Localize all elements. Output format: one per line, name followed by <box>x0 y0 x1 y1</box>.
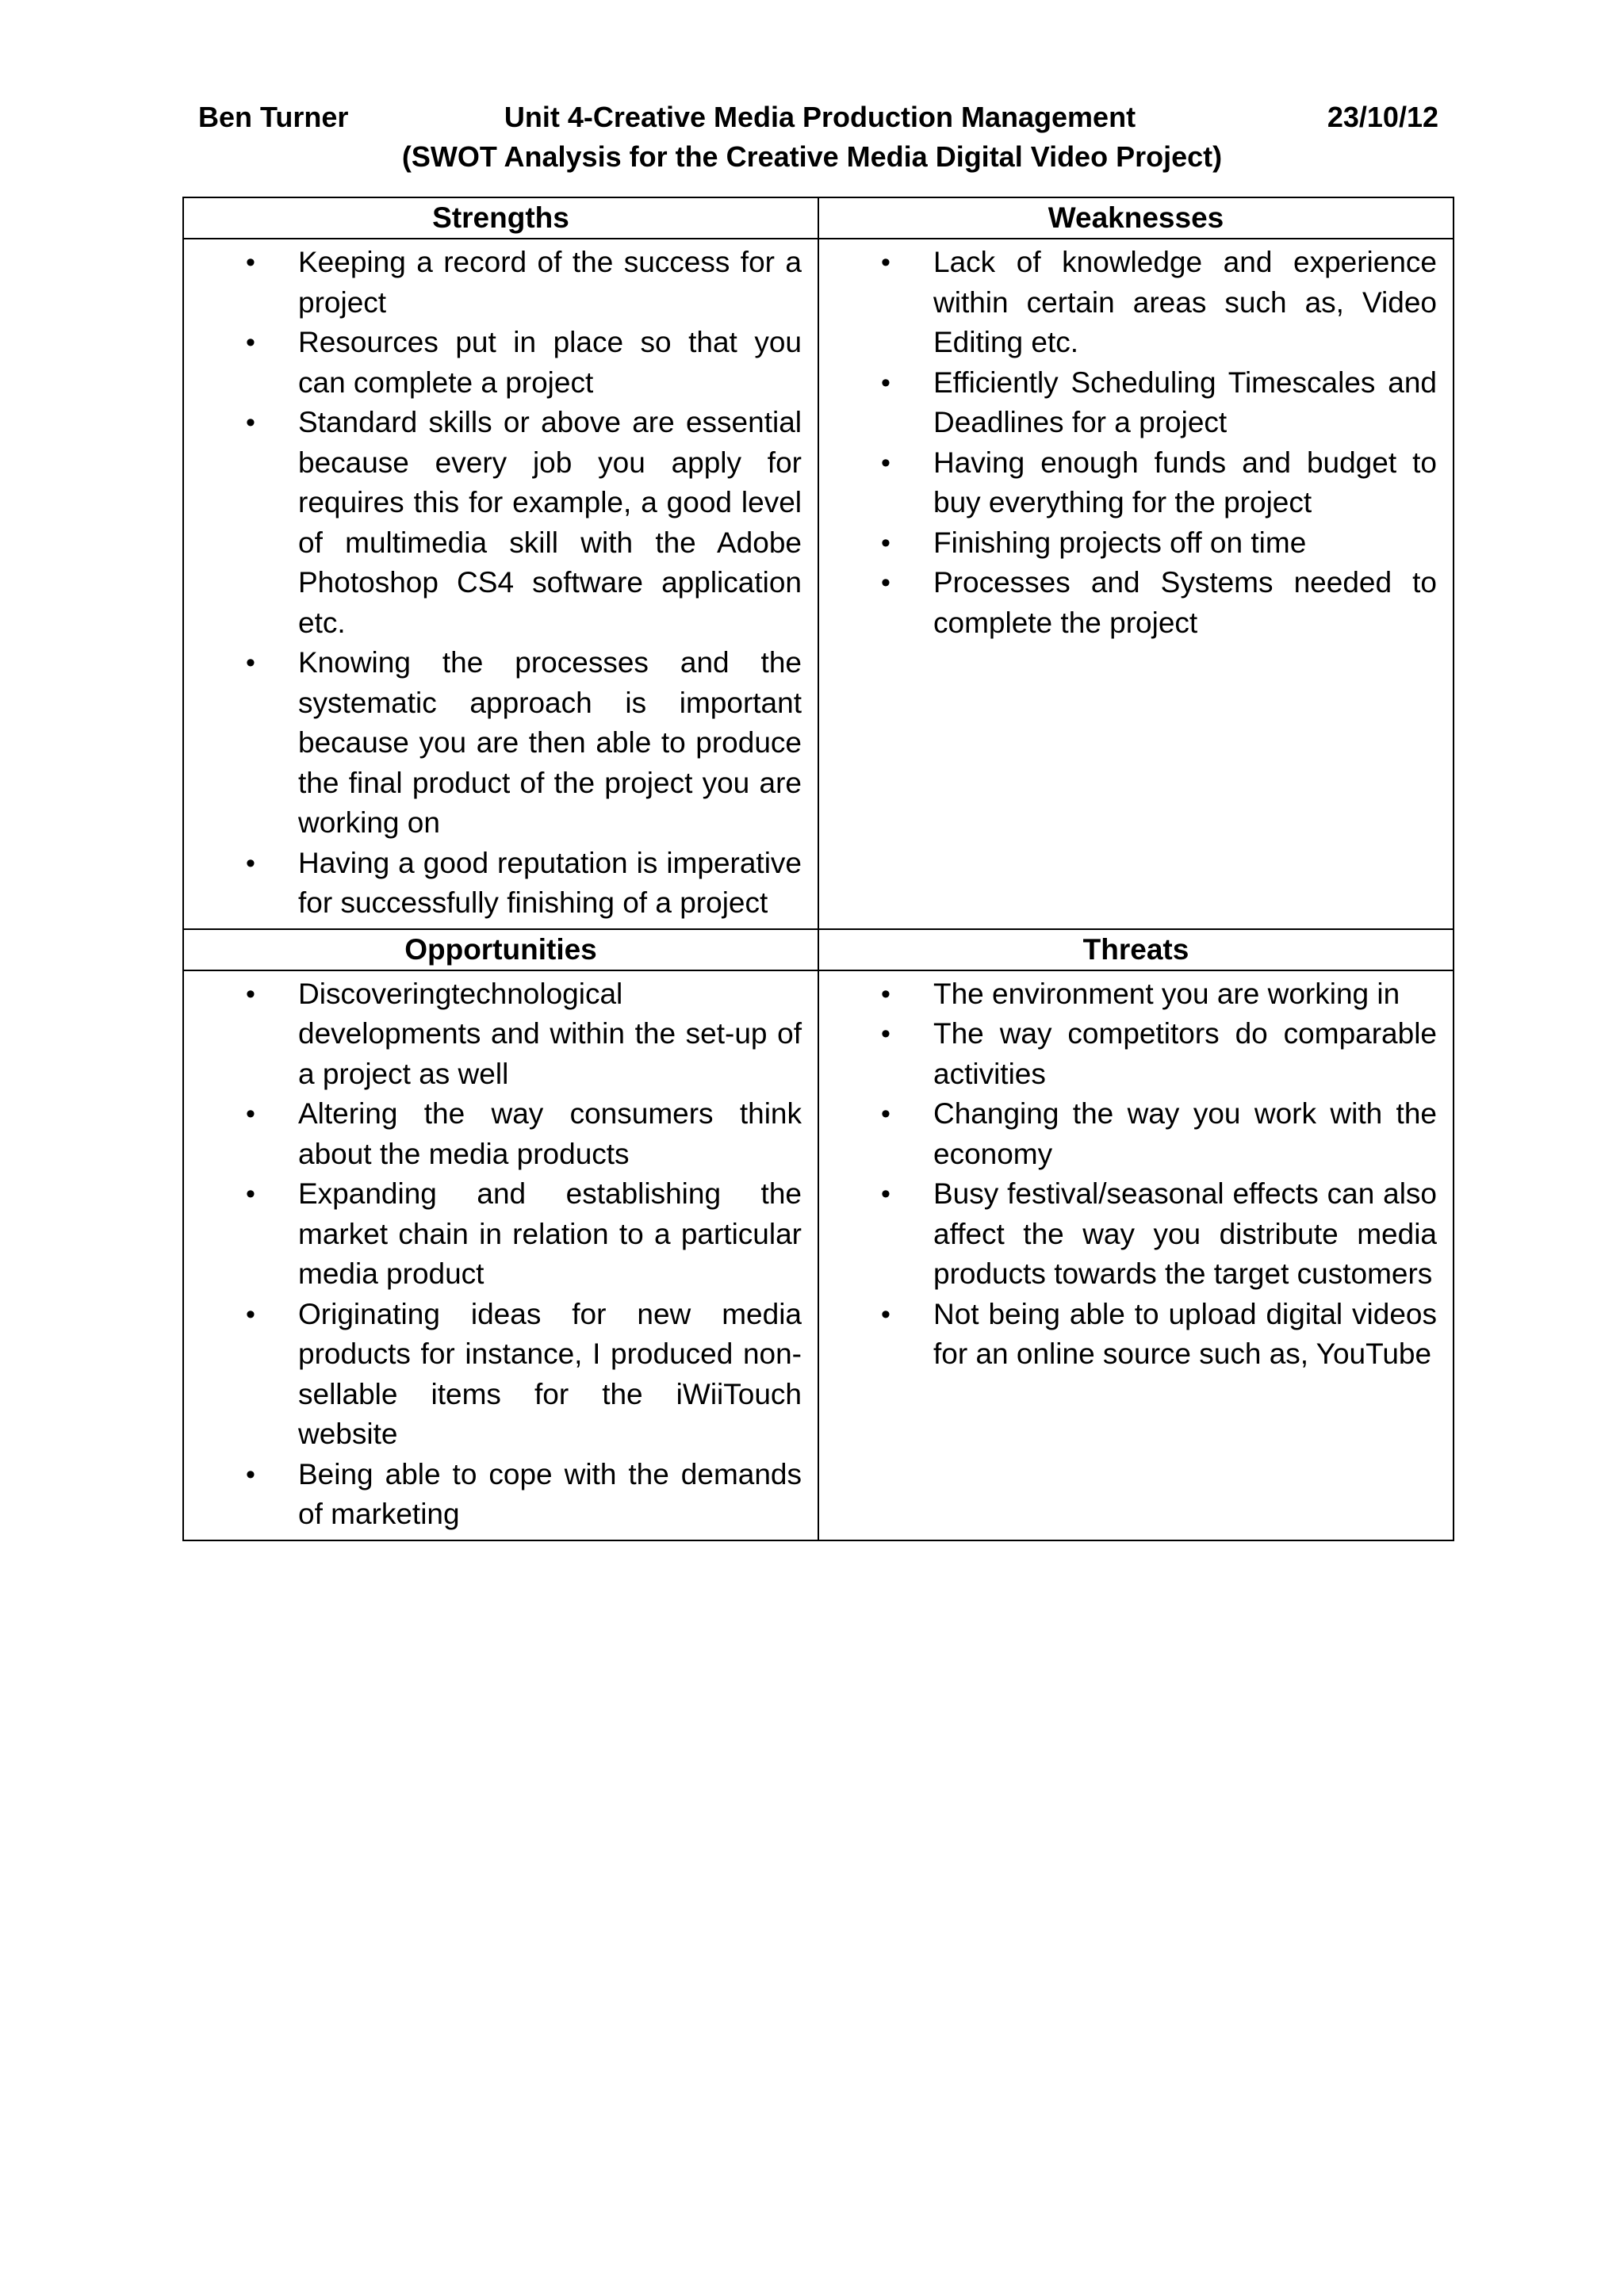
strengths-heading: Strengths <box>183 197 818 239</box>
unit-title: Unit 4-Creative Media Production Management <box>504 101 1136 133</box>
swot-content-row-bottom <box>183 970 1454 1540</box>
opportunities-list <box>200 974 802 1535</box>
opportunities-heading: Opportunities <box>183 929 818 970</box>
swot-header-row-bottom <box>183 929 1454 970</box>
author-name: Ben Turner <box>198 101 349 133</box>
list-item: • Resources put in place so that you can complete a project <box>200 323 802 403</box>
list-item: • Keeping a record of the success for a project <box>200 243 802 323</box>
list-item: • Altering the way consumers think about the media products <box>200 1094 802 1174</box>
strengths-list <box>200 243 802 924</box>
list-item: • Expanding and establishing the market chain in relation to a particular media product <box>200 1174 802 1295</box>
swot-header-row-top <box>183 197 1454 239</box>
list-item: • Having enough funds and budget to buy everything for the project <box>835 443 1437 523</box>
list-item: • Not being able to upload digital videos for an online source such as, YouTube <box>835 1295 1437 1375</box>
list-item: • The environment you are working in <box>835 974 1437 1015</box>
document-subtitle: (SWOT Analysis for the Creative Media Digital Video Project) <box>401 140 1223 173</box>
list-item: • Being able to cope with the demands of marketing <box>200 1455 802 1535</box>
list-item: • Knowing the processes and the systematic approach is important because you are then able to produce the final product of the project you are working on <box>200 643 802 844</box>
threats-cell <box>818 970 1454 1540</box>
swot-content-row-top <box>183 239 1454 929</box>
threats-list <box>835 974 1437 1375</box>
list-item: • Standard skills or above are essential because every job you apply for requires this for example, a good level of multimedia skill with the Adobe Photoshop CS4 software application etc. <box>200 403 802 643</box>
swot-table <box>182 197 1454 1541</box>
weaknesses-list <box>835 243 1437 643</box>
list-item: • Finishing projects off on time <box>835 523 1437 564</box>
list-item: • Busy festival/seasonal effects can also affect the way you distribute media products towards the target customers <box>835 1174 1437 1295</box>
list-item: • Changing the way you work with the economy <box>835 1094 1437 1174</box>
list-item: • Processes and Systems needed to complete the project <box>835 563 1437 643</box>
list-item: • Having a good reputation is imperative for successfully finishing of a project <box>200 844 802 924</box>
list-item: • Efficiently Scheduling Timescales and Deadlines for a project <box>835 363 1437 443</box>
strengths-cell <box>183 239 818 929</box>
list-item: • Originating ideas for new media products for instance, I produced non-sellable items for the iWiiTouch website <box>200 1295 802 1455</box>
list-item: • The way competitors do comparable activities <box>835 1014 1437 1094</box>
weaknesses-cell <box>818 239 1454 929</box>
threats-heading: Threats <box>818 929 1454 970</box>
weaknesses-heading: Weaknesses <box>818 197 1454 239</box>
document-date: 23/10/12 <box>1327 101 1438 133</box>
list-item: • Lack of knowledge and experience within certain areas such as, Video Editing etc. <box>835 243 1437 363</box>
opportunities-cell <box>183 970 818 1540</box>
list-item: • Discoveringtechnological developments and within the set-up of a project as well <box>200 974 802 1095</box>
